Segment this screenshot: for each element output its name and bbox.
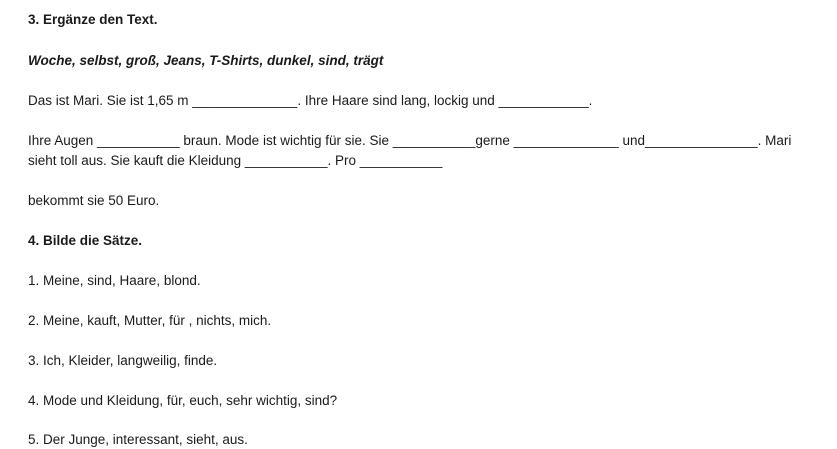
- sentence-item: 1. Meine, sind, Haare, blond.: [28, 273, 201, 288]
- exercise-3-heading: 3. Ergänze den Text.: [28, 12, 158, 27]
- exercise-4-title: . Bilde die Sätze.: [35, 233, 143, 248]
- fill-in-paragraph-3: bekommt sie 50 Euro.: [28, 193, 160, 208]
- fill-in-paragraph-1: Das ist Mari. Sie ist 1,65 m ______________. Ihre Haare sind lang, lockig und ____________.: [28, 93, 593, 108]
- exercise-4-heading: [28, 231, 142, 250]
- sentence-item: 2. Meine, kauft, Mutter, für , nichts, mich.: [28, 313, 272, 328]
- sentence-item: 4. Mode und Kleidung, für, euch, sehr wichtig, sind?: [28, 393, 338, 408]
- fill-in-paragraph-2-line-2: sieht toll aus. Sie kauft die Kleidung ___________. Pro ___________: [28, 153, 443, 168]
- sentence-item: 5. Der Junge, interessant, sieht, aus.: [28, 432, 248, 447]
- exercise-4-number: 4: [28, 233, 36, 248]
- word-bank: Woche, selbst, groß, Jeans, T-Shirts, dunkel, sind, trägt: [28, 53, 384, 68]
- sentence-item: 3. Ich, Kleider, langweilig, finde.: [28, 353, 218, 368]
- fill-in-paragraph-2-line-1: Ihre Augen ___________ braun. Mode ist wichtig für sie. Sie ___________gerne ______________ und_______________. Mari: [28, 133, 792, 148]
